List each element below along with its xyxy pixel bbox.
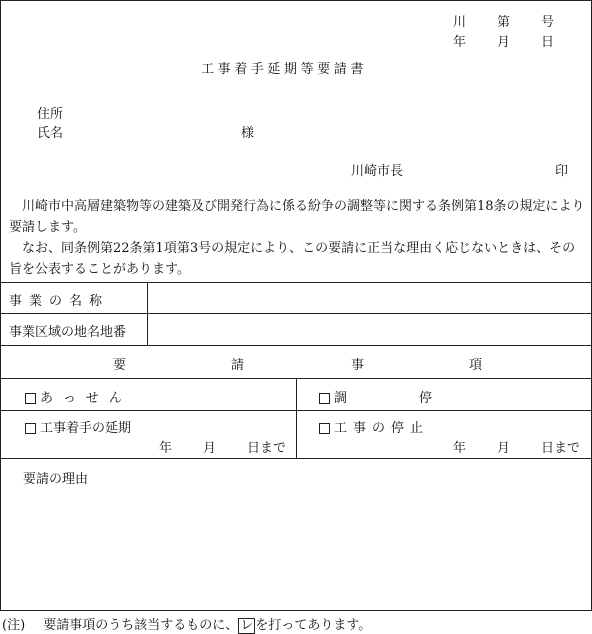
request-items-header-2: 請 (231, 358, 245, 373)
postpone-until-day: 日まで (247, 441, 287, 456)
reason-field[interactable] (5, 489, 587, 605)
conciliation-option[interactable] (319, 387, 504, 406)
date-month: 月 (497, 35, 511, 50)
options-column-divider (296, 378, 297, 458)
document-title: 工事着手延期等要請書 (201, 62, 368, 77)
footnote (2, 614, 371, 634)
request-items-header-3: 事 (351, 358, 365, 373)
name-label: 氏名 (37, 126, 64, 141)
mediation-label: あっせん (40, 391, 132, 406)
table-rule-3 (1, 345, 591, 346)
reason-label: 要請の理由 (23, 472, 89, 487)
body-paragraph-2: なお、同条例第22条第1項第3号の規定により、この要請に正当な理由く応じないときは、その旨を公表することがあります。 (9, 241, 576, 277)
suspend-until-month: 月 (497, 441, 511, 456)
date-year: 年 (453, 35, 467, 50)
postpone-until-month: 月 (203, 441, 217, 456)
mediation-option[interactable] (25, 387, 132, 406)
project-area-field[interactable] (151, 317, 587, 342)
seal-mark: 印 (555, 164, 569, 179)
request-items-header-1: 要 (113, 358, 127, 373)
check-mark-sample: レ (240, 618, 254, 633)
postpone-label: 工事着手の延期 (40, 421, 132, 436)
table-top-rule (1, 282, 591, 283)
project-area-label: 事業区域の地名地番 (9, 325, 127, 340)
suspend-until-day: 日まで (541, 441, 581, 456)
suspend-label: 工事の停止 (334, 421, 430, 436)
footnote-prefix: (注) (2, 618, 26, 633)
honorific-sama: 様 (241, 126, 255, 141)
address-label: 住所 (37, 107, 64, 122)
conciliation-checkbox[interactable] (319, 393, 330, 404)
table-rule-2 (1, 313, 591, 314)
postpone-checkbox[interactable] (25, 423, 36, 434)
ref-number-dai: 第 (497, 15, 511, 30)
postpone-until-year: 年 (159, 441, 173, 456)
mediation-checkbox[interactable] (25, 393, 36, 404)
body-paragraph-1: 川崎市中高層建築物等の建築及び開発行為に係る紛争の調整等に関する条例第18条の規定により要請します。 (9, 199, 585, 235)
project-name-label: 事業の名称 (9, 294, 110, 309)
conciliation-label: 調停 (334, 391, 505, 406)
label-column-divider (147, 282, 148, 345)
project-name-field[interactable] (151, 286, 587, 311)
suspend-until-year: 年 (453, 441, 467, 456)
ref-number-kawa: 川 (453, 15, 467, 30)
date-day: 日 (541, 35, 555, 50)
request-items-header-4: 項 (469, 358, 483, 373)
suspend-checkbox[interactable] (319, 423, 330, 434)
footnote-text-after: を打ってあります。 (255, 618, 372, 633)
table-rule-6 (1, 458, 591, 459)
suspend-option[interactable] (319, 417, 429, 436)
postpone-option[interactable] (25, 417, 131, 436)
footnote-text-before: 要請事項のうち該当するものに、 (43, 618, 239, 633)
ref-number-go: 号 (541, 15, 555, 30)
issuer-name: 川崎市長 (351, 164, 404, 179)
